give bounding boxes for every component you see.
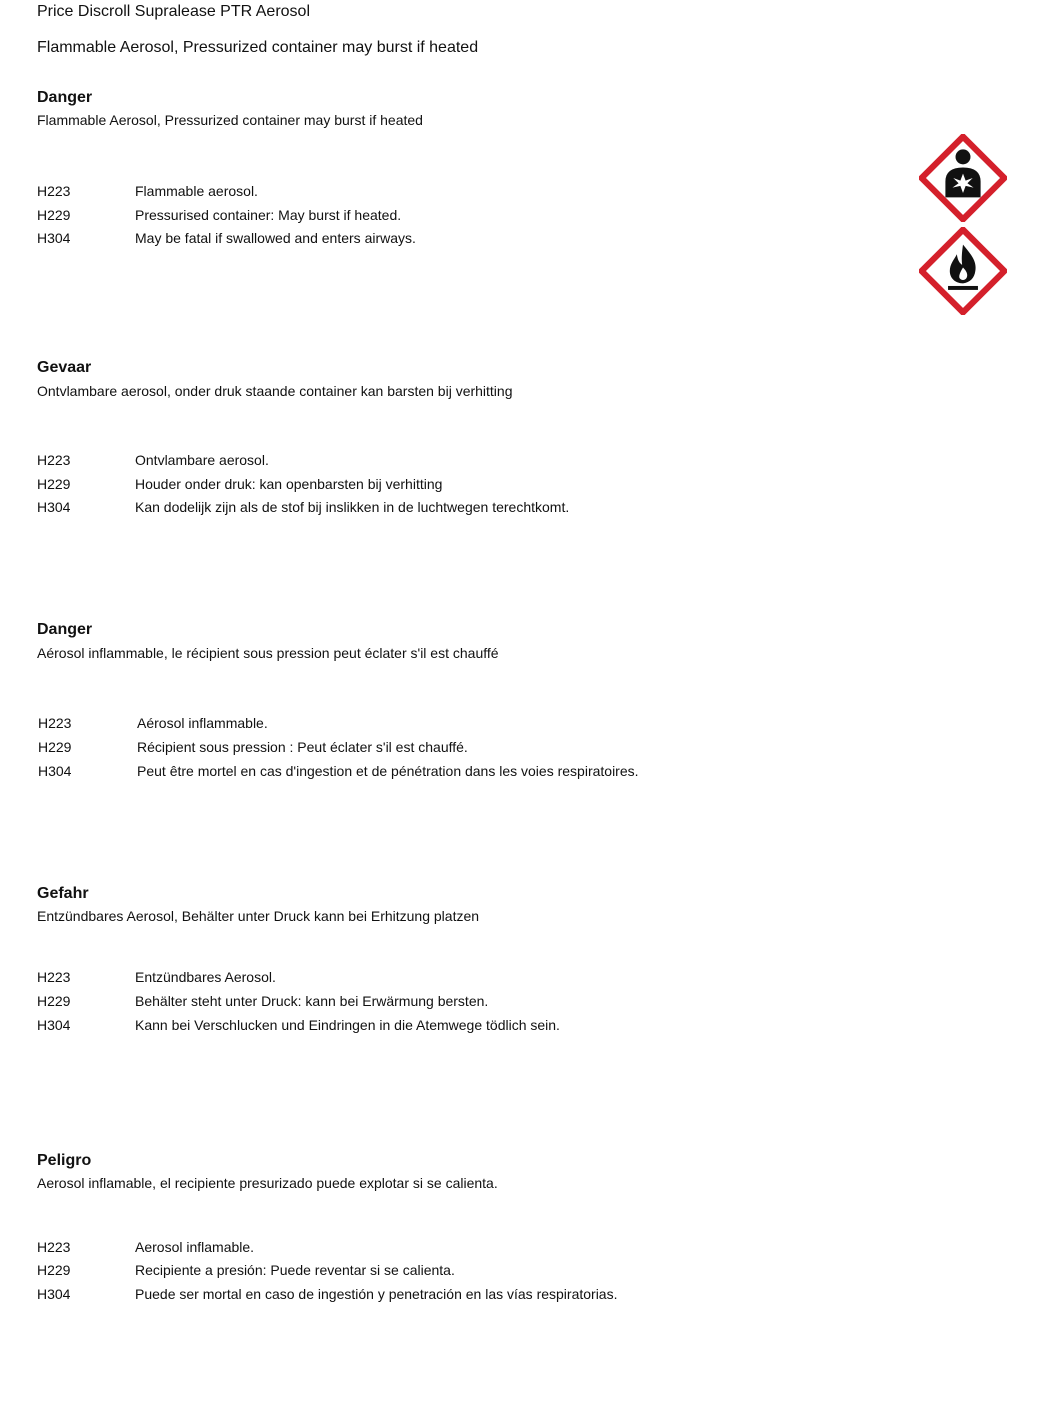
hazard-statement-code: H229: [37, 207, 71, 223]
hazard-summary: Ontvlambare aerosol, onder druk staande container kan barsten bij verhitting: [37, 383, 513, 399]
hazard-statement-code: H223: [37, 452, 71, 468]
hazard-summary: Entzündbares Aerosol, Behälter unter Druck kann bei Erhitzung platzen: [37, 908, 480, 924]
hazard-statement-text: Aérosol inflammable.: [137, 715, 268, 731]
signal-word: Danger: [37, 621, 93, 638]
hazard-statement-code: H223: [38, 715, 72, 731]
hazard-statement-text: Kan dodelijk zijn als de stof bij inslikken in de luchtwegen terechtkomt.: [135, 499, 570, 515]
hazard-statement-text: Pressurised container: May burst if heated.: [135, 207, 402, 223]
ghs08-health-hazard-icon: [919, 134, 1007, 222]
hazard-statement-text: Ontvlambare aerosol.: [135, 452, 269, 468]
hazard-summary: Aérosol inflammable, le récipient sous pression peut éclater s'il est chauffé: [37, 645, 499, 661]
hazard-statement-code: H223: [37, 183, 71, 199]
hazard-statement-code: H304: [37, 1017, 71, 1033]
hazard-statement-code: H229: [37, 1262, 71, 1278]
hazard-statement-text: Recipiente a presión: Puede reventar si se calienta.: [135, 1262, 455, 1278]
hazard-statement-text: Houder onder druk: kan openbarsten bij verhitting: [135, 476, 443, 492]
hazard-statement-code: H229: [38, 739, 72, 755]
hazard-statement-code: H229: [37, 476, 71, 492]
signal-word: Peligro: [37, 1152, 92, 1169]
hazard-statement-code: H223: [37, 1239, 71, 1255]
hazard-statement-text: Puede ser mortal en caso de ingestión y penetración en las vías respiratorias.: [135, 1286, 618, 1302]
document-title: Price Discroll Supralease PTR Aerosol: [37, 3, 310, 20]
hazard-statement-text: Peut être mortel en cas d'ingestion et de pénétration dans les voies respiratoires.: [137, 763, 639, 779]
signal-word: Gevaar: [37, 359, 92, 376]
signal-word: Danger: [37, 89, 93, 106]
hazard-statement-text: May be fatal if swallowed and enters airways.: [135, 230, 416, 246]
ghs02-flame-icon: [919, 227, 1007, 315]
hazard-statement-code: H304: [37, 1286, 71, 1302]
signal-word: Gefahr: [37, 885, 89, 902]
hazard-statement-text: Récipient sous pression : Peut éclater s'il est chauffé.: [137, 739, 468, 755]
hazard-statement-text: Behälter steht unter Druck: kann bei Erwärmung bersten.: [135, 993, 489, 1009]
hazard-statement-text: Flammable aerosol.: [135, 183, 258, 199]
document-subtitle: Flammable Aerosol, Pressurized container may burst if heated: [37, 39, 479, 56]
hazard-statement-code: H229: [37, 993, 71, 1009]
hazard-statement-code: H304: [38, 763, 72, 779]
hazard-statement-code: H223: [37, 969, 71, 985]
hazard-statement-code: H304: [37, 499, 71, 515]
hazard-summary: Aerosol inflamable, el recipiente presurizado puede explotar si se calienta.: [37, 1175, 498, 1191]
hazard-statement-text: Kann bei Verschlucken und Eindringen in die Atemwege tödlich sein.: [135, 1017, 560, 1033]
hazard-statement-text: Entzündbares Aerosol.: [135, 969, 276, 985]
hazard-statement-text: Aerosol inflamable.: [135, 1239, 255, 1255]
hazard-statement-code: H304: [37, 230, 71, 246]
hazard-summary: Flammable Aerosol, Pressurized container may burst if heated: [37, 112, 423, 128]
